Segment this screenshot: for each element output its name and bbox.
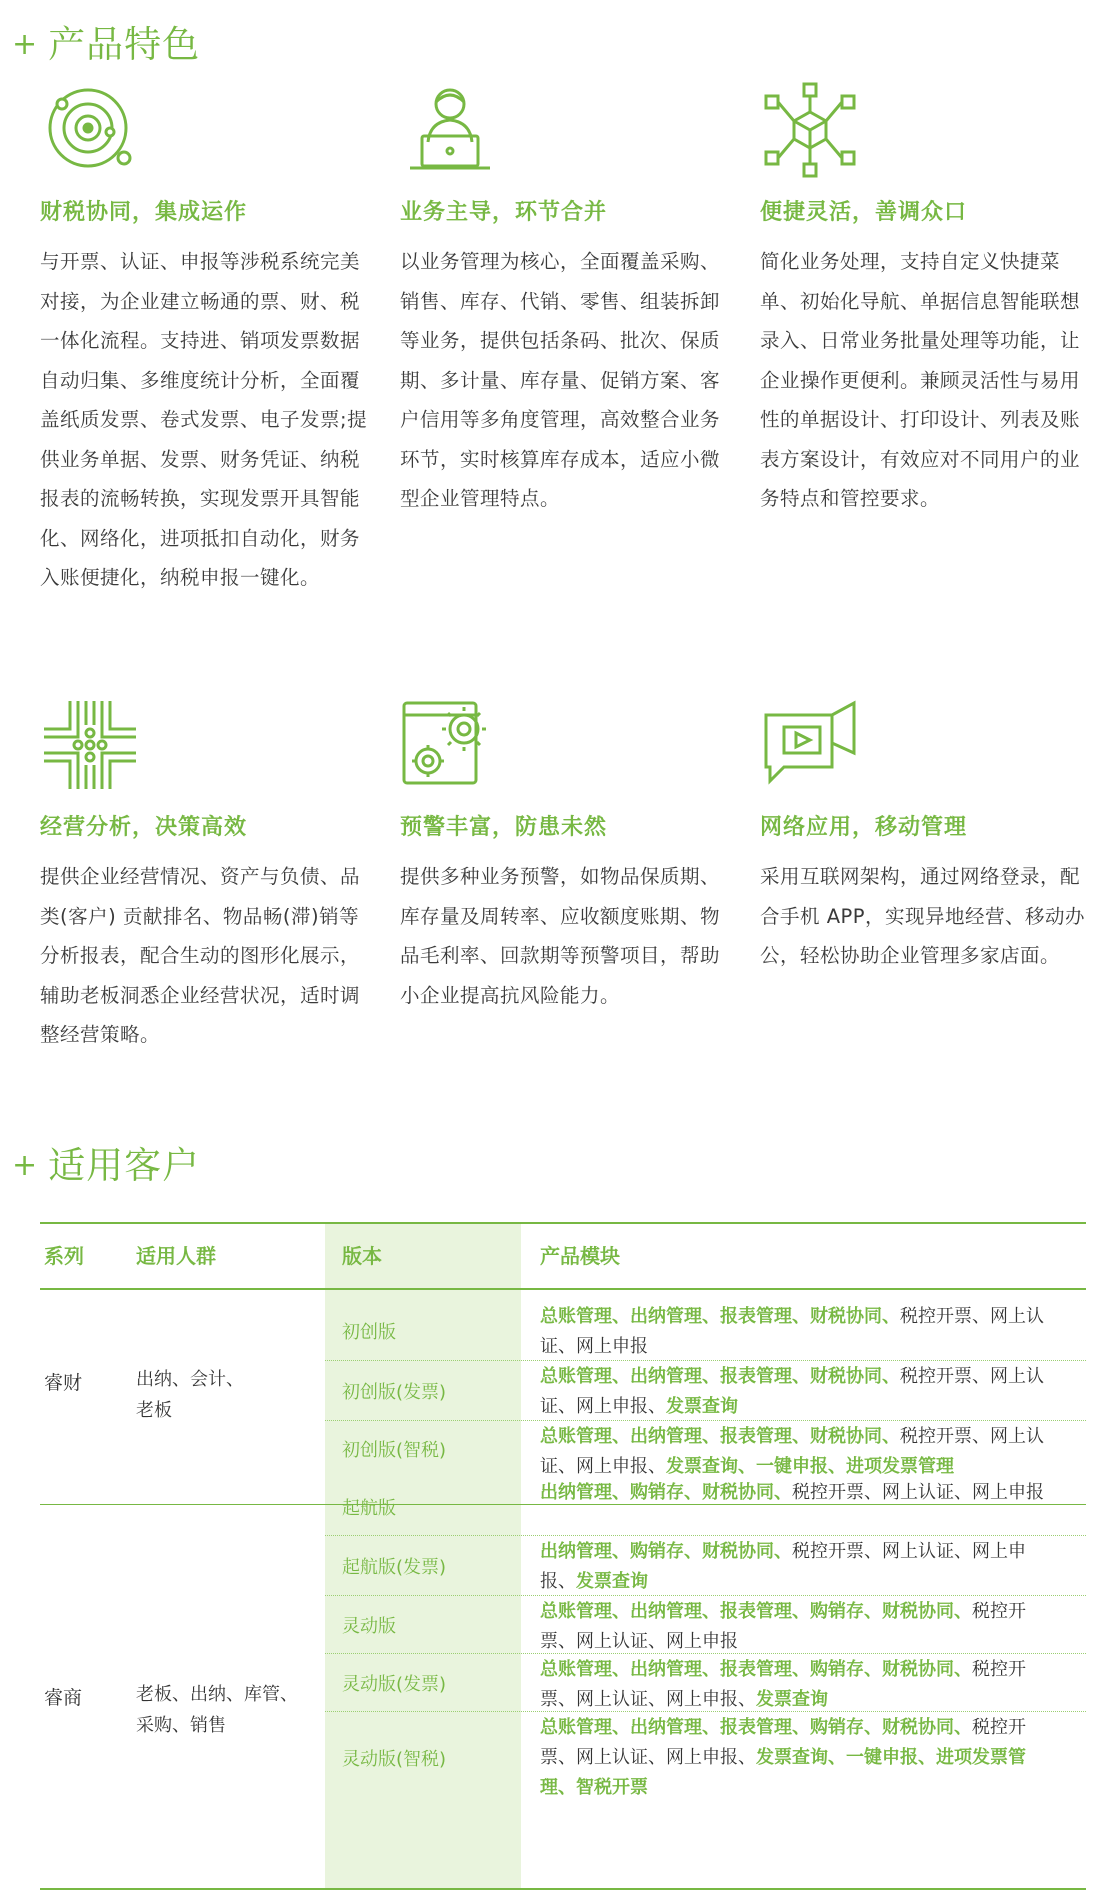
- row-version: 灵动版: [342, 1616, 396, 1637]
- module-text: 税控开票、网上认证、网上申报、: [540, 1659, 1026, 1710]
- module-highlight: 发票查询: [576, 1571, 648, 1592]
- features-title-text: 产品特色: [48, 23, 201, 66]
- module-highlight: 总账管理、出纳管理、报表管理、财税协同、: [540, 1366, 900, 1387]
- feature-card-tax: [40, 80, 380, 640]
- header-version: 版本: [342, 1244, 382, 1268]
- plus-icon: +: [12, 1148, 39, 1183]
- header-modules: 产品模块: [540, 1244, 620, 1268]
- users-ruicai: 出纳、会计、老板: [136, 1369, 244, 1421]
- module-text: 税控开票、网上认证、: [792, 1541, 972, 1562]
- module-text: 网上认证、网上申报、: [540, 1426, 1044, 1477]
- row-modules: [540, 1537, 1060, 1597]
- row-version: 初创版(智税): [342, 1440, 447, 1461]
- row-version: 灵动版(发票): [342, 1674, 447, 1695]
- row-version: 起航版: [342, 1497, 396, 1519]
- module-highlight: 发票查询、一键申报、进项发票管理: [666, 1456, 954, 1477]
- module-text: 税控开票、: [900, 1306, 990, 1327]
- module-text: 网上申报: [972, 1482, 1044, 1503]
- row-version: 初创版(发票): [342, 1382, 447, 1403]
- row-modules: [540, 1422, 1060, 1482]
- module-highlight: 出纳管理、购销存、财税协同、: [540, 1482, 792, 1503]
- row-version: 起航版(发票): [342, 1557, 447, 1578]
- row-version: 灵动版(智税): [342, 1749, 447, 1770]
- module-text: 税控开票、: [540, 1717, 1026, 1768]
- row-modules: [540, 1362, 1060, 1422]
- cube-network-icon: [760, 80, 860, 180]
- row-modules: [540, 1478, 1060, 1508]
- feature-card-flexible: [760, 80, 1100, 640]
- customers-section-title: [12, 1135, 200, 1189]
- row-modules: [540, 1713, 1060, 1803]
- feature-desc: 采用互联网架构，通过网络登录，配合手机 APP，实现异地经营、移动办公，轻松协助企业管理多家店面。: [760, 865, 1086, 967]
- module-highlight: 发票查询、一键申报、进项发票管理、智税开票: [540, 1747, 1026, 1798]
- features-section-title: [12, 14, 200, 68]
- module-highlight: 总账管理、出纳管理、报表管理、购销存、财税协同、: [540, 1717, 972, 1738]
- feature-desc: 以业务管理为核心，全面覆盖采购、销售、库存、代销、零售、组装拆卸等业务，提供包括条码、批次、保质期、多计量、库存量、促销方案、客户信用等多角度管理，高效整合业务环节，实时核算库存成本，适应小微型企业管理特点。: [400, 250, 721, 510]
- feature-title: 业务主导，环节合并: [400, 200, 608, 225]
- feature-card-business: [400, 80, 740, 640]
- module-text: 网上认证、网上申报: [540, 1306, 1044, 1357]
- module-highlight: 总账管理、出纳管理、报表管理、财税协同、: [540, 1426, 900, 1447]
- row-divider: [325, 1360, 1086, 1361]
- customers-title-text: 适用客户: [48, 1144, 201, 1187]
- feature-title: 便捷灵活，善调众口: [760, 200, 968, 225]
- module-highlight: 总账管理、出纳管理、报表管理、购销存、财税协同、: [540, 1659, 972, 1680]
- orbit-icon: [40, 80, 140, 180]
- gear-alert-icon: [400, 695, 500, 795]
- feature-card-analysis: [40, 695, 380, 1095]
- header-series: 系列: [44, 1244, 84, 1268]
- feature-desc: 提供企业经营情况、资产与负债、品类(客户) 贡献排名、物品畅(滞)销等分析报表，配合生动的图形化展示，辅助老板洞悉企业经营状况，适时调整经营策略。: [40, 865, 361, 1046]
- row-modules: [540, 1302, 1060, 1362]
- series-ruicai: 睿财: [44, 1372, 83, 1394]
- row-divider: [325, 1535, 1086, 1536]
- module-highlight: 出纳管理、购销存、财税协同、: [540, 1541, 792, 1562]
- module-highlight: 发票查询: [756, 1689, 828, 1710]
- table-bottom-line: [40, 1888, 1086, 1890]
- plus-icon: +: [12, 27, 39, 62]
- row-divider: [325, 1420, 1086, 1421]
- feature-title: 财税协同，集成运作: [40, 200, 248, 225]
- feature-title: 预警丰富，防患未然: [400, 815, 608, 840]
- row-divider: [325, 1653, 1086, 1654]
- module-highlight: 总账管理、出纳管理、报表管理、购销存、财税协同、: [540, 1601, 972, 1622]
- feature-desc: 提供多种业务预警，如物品保质期、库存量及周转率、应收额度账期、物品毛利率、回款期等预警项目，帮助小企业提高抗风险能力。: [400, 865, 721, 1007]
- feature-desc: 简化业务处理，支持自定义快捷菜单、初始化导航、单据信息智能联想录入、日常业务批量处理等功能，让企业操作更便利。兼顾灵活性与易用性的单据设计、打印设计、列表及账表方案设计，有效应对不同用户的业务特点和管控要求。: [760, 250, 1081, 510]
- feature-card-alert: [400, 695, 740, 1095]
- table-top-line: [40, 1222, 1086, 1224]
- module-text: 网上申报、: [540, 1541, 1026, 1592]
- module-text: 网上认证、网上申报、: [540, 1366, 1044, 1417]
- row-modules: [540, 1597, 1060, 1657]
- module-text: 税控开票、网上认证、: [792, 1482, 972, 1503]
- laptop-user-icon: [400, 80, 500, 180]
- series-ruishang: 睿商: [44, 1687, 83, 1709]
- row-divider: [325, 1711, 1086, 1712]
- circuit-icon: [40, 695, 140, 795]
- feature-title: 网络应用，移动管理: [760, 815, 968, 840]
- row-version: 初创版: [342, 1322, 396, 1343]
- video-chat-icon: [760, 695, 860, 795]
- feature-title: 经营分析，决策高效: [40, 815, 248, 840]
- module-text: 税控开票、网上认证、网上申报: [540, 1601, 1026, 1652]
- feature-desc: 与开票、认证、申报等涉税系统完美对接，为企业建立畅通的票、财、税一体化流程。支持进、销项发票数据自动归集、多维度统计分析，全面覆盖纸质发票、卷式发票、电子发票;提供业务单据、发票、财务凭证、纳税报表的流畅转换，实现发票开具智能化、网络化，进项抵扣自动化，财务入账便捷化，纳税申报一键化。: [40, 250, 368, 589]
- header-users: 适用人群: [136, 1244, 216, 1268]
- row-modules: [540, 1655, 1060, 1715]
- module-highlight: 总账管理、出纳管理、报表管理、财税协同、: [540, 1306, 900, 1327]
- feature-card-mobile: [760, 695, 1100, 1095]
- row-divider: [325, 1595, 1086, 1596]
- module-highlight: 发票查询: [666, 1396, 738, 1417]
- module-text: 税控开票、: [900, 1426, 990, 1447]
- users-ruishang: 老板、出纳、库管、采购、销售: [136, 1684, 298, 1736]
- module-text: 税控开票、: [900, 1366, 990, 1387]
- module-text: 网上认证、网上申报、: [576, 1747, 756, 1768]
- header-divider: [40, 1288, 1086, 1290]
